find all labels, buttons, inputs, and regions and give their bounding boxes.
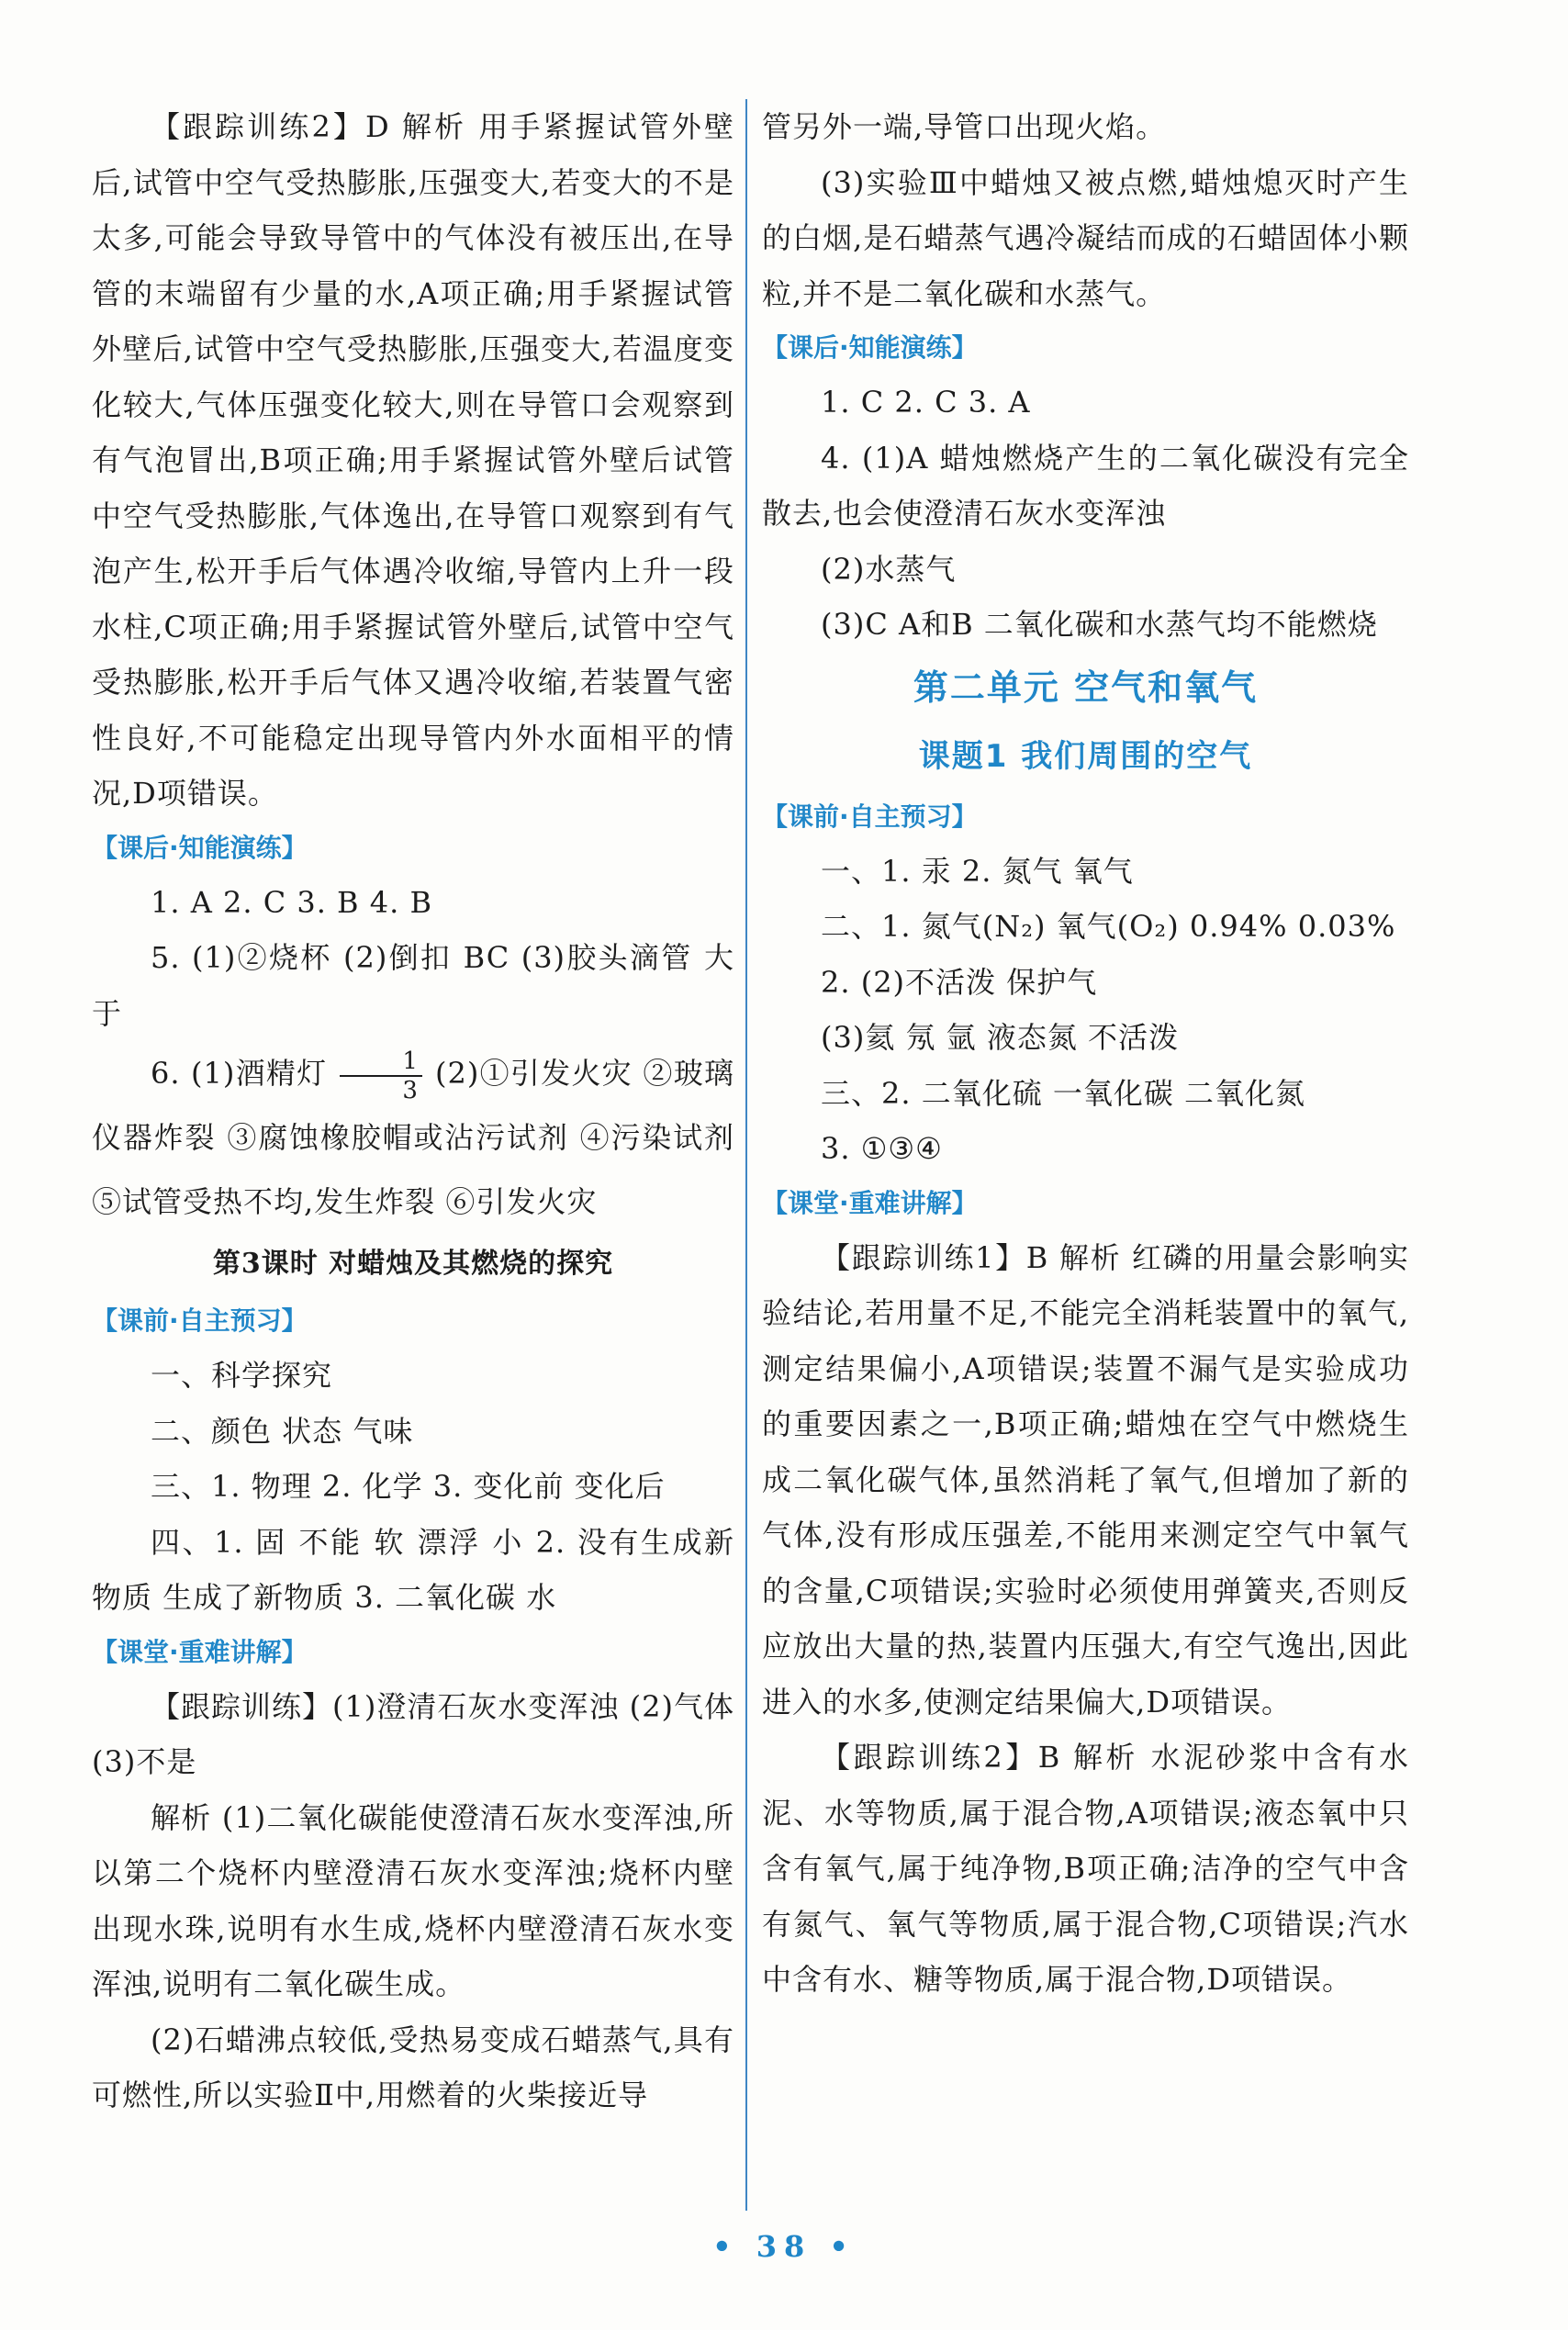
lesson-heading: 第3课时 对蜡烛及其燃烧的探究 [212,1248,614,1280]
preview-answer-1: 一、科学探究 [151,1358,333,1393]
explanation-2-continued: 管另外一端,导管口出现火焰。 [762,109,1167,144]
topic-heading: 课题1 我们周围的空气 [918,737,1253,775]
preview-q1: 一、1. 汞 2. 氮气 氧气 [821,853,1134,889]
explanation-2: (2)石蜡沸点较低,受热易变成石蜡蒸气,具有可燃性,所以实验Ⅱ中,用燃着的火柴接近导 [92,2022,734,2112]
tracking-exercise-answer: 【跟踪训练】(1)澄清石灰水变浑浊 (2)气体 (3)不是 [92,1688,734,1779]
explanation-1: 解析 (1)二氧化碳能使澄清石灰水变浑浊,所以第二个烧杯内壁澄清石灰水变浑浊;烧杯内壁出现水珠,说明有水生成,烧杯内壁澄清石灰水变浑浊,说明有二氧化碳生成。 [92,1799,734,2001]
section-tag-after-class: 【课后·知能演练】 [92,832,308,863]
preview-q2: 二、1. 氮气(N₂) 氧气(O₂) 0.94% 0.03% [821,909,1396,944]
unit-heading: 第二单元 空气和氧气 [913,667,1259,708]
preview-q6: 3. ①③④ [821,1131,943,1166]
preview-answer-4: 四、1. 固 不能 软 漂浮 小 2. 没有生成新物质 生成了新物质 3. 二氧化碳 水 [92,1524,734,1615]
fraction-numerator: 1 [340,1047,422,1077]
right-column [762,99,1409,2008]
tracking-exercise-2: 【跟踪训练2】B 解析 水泥砂浆中含有水泥、水等物质,属于混合物,A项错误;液态氧中只含有氧气,属于纯净物,B项正确;洁净的空气中含有氮气、氧气等物质,属于混合物,C项错误;汽水中含有水、糖等物质,属于混合物,D项错误。 [762,1740,1409,1997]
page-number: • 38 • [712,2229,856,2264]
answer-4: 4. (1)A 蜡烛燃烧产生的二氧化碳没有完全散去,也会使澄清石灰水变浑浊 [762,440,1409,531]
preview-q5: 三、2. 二氧化硫 一氧化碳 二氧化氮 [821,1075,1306,1111]
answers-1-3: 1. C 2. C 3. A [821,385,1031,420]
answers-1-4: 1. A 2. C 3. B 4. B [151,884,432,920]
answer-6-start: 6. (1)酒精灯 [151,1056,328,1091]
fraction-one-third [340,1047,422,1104]
answer-5: 5. (1)②烧杯 (2)倒扣 BC (3)胶头滴管 大于 [92,940,734,1031]
section-tag-preview-2: 【课前·自主预习】 [762,801,978,832]
answer-4-part-2: (2)水蒸气 [821,551,957,587]
answer-6 [92,1041,734,1234]
tracking-exercise-2-answer: 【跟踪训练2】D 解析 用手紧握试管外壁后,试管中空气受热膨胀,压强变大,若变大的不是太多,可能会导致导管中的气体没有被压出,在导管的末端留有少量的水,A项正确;用手紧握试管外壁后,试管中空气受热膨胀,压强变大,若温度变化较大,气体压强变化较大,则在导管口会观察到有气泡冒出,B项正确;用手紧握试管外壁后试管中空气受热膨胀,气体逸出,在导管口观察到有气泡产生,松开手后气体遇冷收缩,导管内上升一段水柱,C项正确;用手紧握试管外壁后,试管中空气受热膨胀,松开手后气体又遇冷收缩,若装置气密性良好,不可能稳定出现导管内外水面相平的情况,D项错误。 [92,109,734,811]
section-tag-in-class: 【课堂·重难讲解】 [92,1636,308,1667]
fraction-denominator: 3 [402,1076,419,1104]
section-tag-after-class-2: 【课后·知能演练】 [762,332,978,363]
column-divider [745,99,747,2211]
preview-answer-2: 二、颜色 状态 气味 [151,1413,414,1449]
answer-4-part-3: (3)C A和B 二氧化碳和水蒸气均不能燃烧 [821,607,1378,642]
section-tag-preview: 【课前·自主预习】 [92,1305,308,1336]
tracking-exercise-1: 【跟踪训练1】B 解析 红磷的用量会影响实验结论,若用量不足,不能完全消耗装置中的氧气,测定结果偏小,A项错误;装置不漏气是实验成功的重要因素之一,B项正确;蜡烛在空气中燃烧生成二氧化碳气体,虽然消耗了氧气,但增加了新的气体,没有形成压强差,不能用来测定空气中氧气的含量,C项错误;实验时必须使用弹簧夹,否则反应放出大量的热,装置内压强大,有空气逸出,因此进入的水多,使测定结果偏大,D项错误。 [762,1239,1409,1719]
preview-q3: 2. (2)不活泼 保护气 [821,964,1098,1000]
preview-q4: (3)氦 氖 氩 液态氮 不活泼 [821,1020,1180,1055]
explanation-3: (3)实验Ⅲ中蜡烛又被点燃,蜡烛熄灭时产生的白烟,是石蜡蒸气遇冷凝结而成的石蜡固体小颗粒,并不是二氧化碳和水蒸气。 [762,164,1409,311]
answer-6-rest: (2)①引发火灾 ②玻璃仪器炸裂 ③腐蚀橡胶帽或沾污试剂 ④污染试剂 ⑤试管受热不均,发生炸裂 ⑥引发火灾 [92,1056,734,1219]
preview-answer-3: 三、1. 物理 2. 化学 3. 变化前 变化后 [151,1469,666,1504]
left-column [92,99,734,2123]
section-tag-in-class-2: 【课堂·重难讲解】 [762,1187,978,1218]
